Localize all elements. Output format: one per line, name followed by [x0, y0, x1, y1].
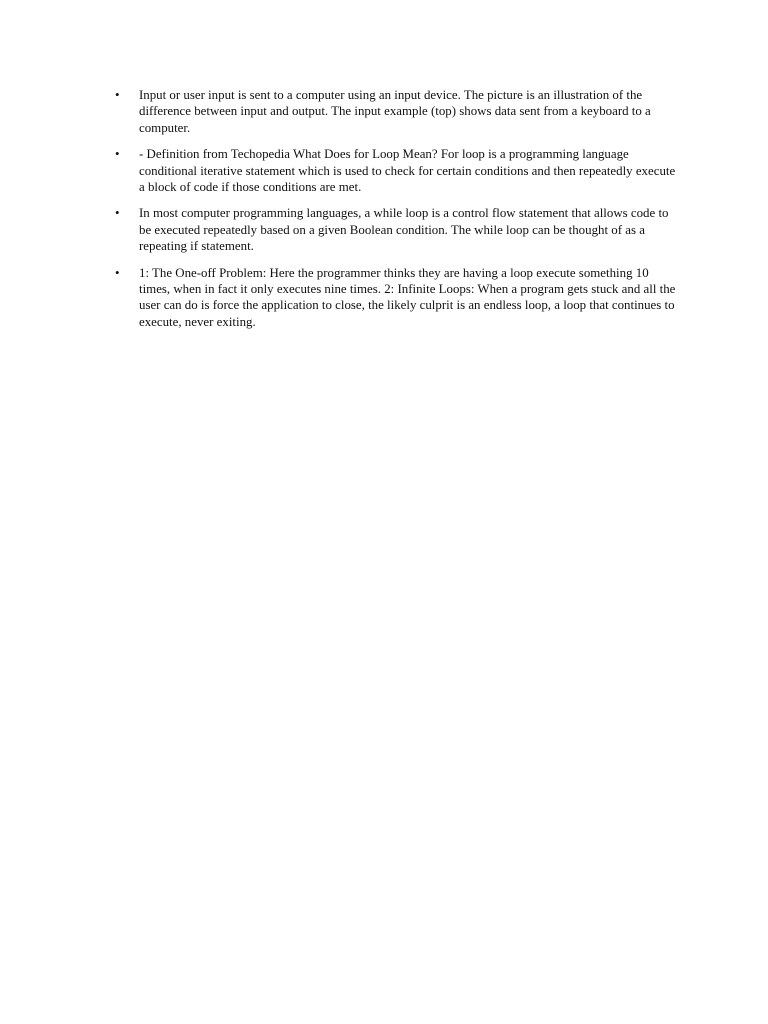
list-item: [113, 87, 678, 136]
list-item: [113, 265, 678, 331]
bullet-text: 1: The One-off Problem: Here the programmer thinks they are having a loop execute something 10 times, when in fact it only executes nine times. 2: Infinite Loops: When a program gets stuck and all the user can do is force the application to close, the likely culprit is an endless loop, a loop that continues to execute, never exiting.: [139, 265, 676, 329]
bullet-icon: •: [115, 147, 120, 162]
list-item: [113, 146, 678, 195]
bullet-text: - Definition from Techopedia What Does for Loop Mean? For loop is a programming language conditional iterative statement which is used to check for certain conditions and then repeatedly execute a block of code if those conditions are met.: [139, 147, 676, 195]
bullet-icon: •: [115, 206, 120, 221]
bullet-text: In most computer programming languages, a while loop is a control flow statement that allows code to be executed repeatedly based on a given Boolean condition. The while loop can be thought of as a repeating if statement.: [139, 206, 669, 254]
bullet-icon: •: [115, 88, 120, 102]
list-item: [113, 205, 678, 254]
bullet-icon: •: [115, 265, 120, 280]
bullet-text: Input or user input is sent to a computer using an input device. The picture is an illustration of the difference between input and output. The input example (top) shows data sent from a keyboard to a computer.: [139, 88, 651, 135]
bullet-list: [113, 87, 678, 340]
